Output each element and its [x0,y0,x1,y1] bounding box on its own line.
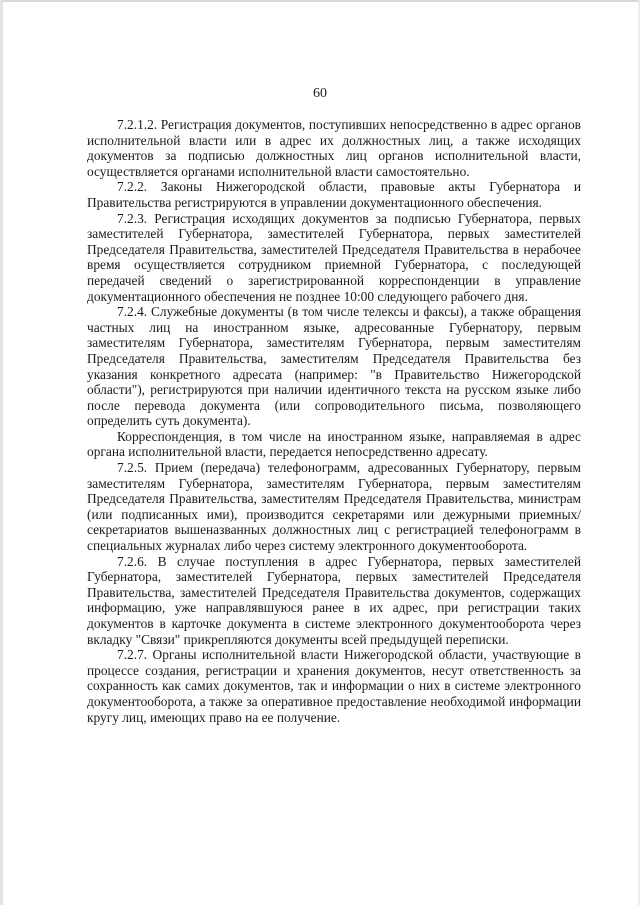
paragraph-7-2-4: 7.2.4. Служебные документы (в том числе телексы и факсы), а также обращения частных лиц на иностранном языке, адресованные Губернатору, первым заместителям Губернатора, заместителям Губернатора, первым заместителям Председателя Правительства, заместителям Председателя Правительства без указания конкретного адресата (например: "в Правительство Нижегородской области"), регистрируются при наличии идентичного текста на русском языке либо после перевода документа (или сопроводительного письма, позволяющего определить суть документа). [87,304,581,429]
paragraph-7-2-5: 7.2.5. Прием (передача) телефонограмм, адресованных Губернатору, первым заместителям Губернатора, заместителям Губернатора, первым заместителям Председателя Правительства, заместителям Председателя Правительства, министрам (или подписанных ими), производится секретарями или дежурными приемных/секретариатов вышеназванных должностных лиц с регистрацией телефонограмм в специальных журналах либо через систему электронного документооборота. [87,460,581,554]
scan-edge-top [0,0,640,2]
paragraph-7-2-2: 7.2.2. Законы Нижегородской области, правовые акты Губернатора и Правительства регистрируются в управлении документационного обеспечения. [87,179,581,210]
paragraph-correspondence: Корреспонденция, в том числе на иностранном языке, направляемая в адрес органа исполнительной власти, передается непосредственно адресату. [87,428,581,460]
paragraph-7-2-6: 7.2.6. В случае поступления в адрес Губернатора, первых заместителей Губернатора, заместителей Губернатора, первых заместителей Председателя Правительства, заместителей Председателя Правительства документов, содержащих информацию, уже направлявшуюся ранее в их адрес, при регистрации таких документов в карточке документа в системе электронного документооборота через вкладку "Связи" прикрепляются документы всей предыдущей переписки. [87,553,581,647]
paragraph-7-2-3: 7.2.3. Регистрация исходящих документов за подписью Губернатора, первых заместителей Губернатора, заместителей Губернатора, первых заместителей Председателя Правительства, заместителей Председателя Правительства в нерабочее время осуществляется сотрудником приемной Губернатора, с последующей передачей сведений о зарегистрированной корреспонденции в управление документационного обеспечения не позднее 10:00 следующего рабочего дня. [87,210,581,304]
paragraph-7-2-7: 7.2.7. Органы исполнительной власти Нижегородской области, участвующие в процессе создания, регистрации и хранения документов, несут ответственность за сохранность как самих документов, так и информации о них в системе электронного документооборота, а также за оперативное предоставление необходимой информации кругу лиц, имеющих право на ее получение. [87,647,581,725]
page-number: 60 [313,86,327,101]
scan-edge-left [0,0,3,905]
paragraph-7-2-1-2: 7.2.1.2. Регистрация документов, поступивших непосредственно в адрес органов исполнительной власти или в адрес их должностных лиц, а также исходящих документов за подписью должностных лиц органов исполнительной власти, осуществляется органами исполнительной власти самостоятельно. [87,117,581,179]
document-body [87,117,581,725]
